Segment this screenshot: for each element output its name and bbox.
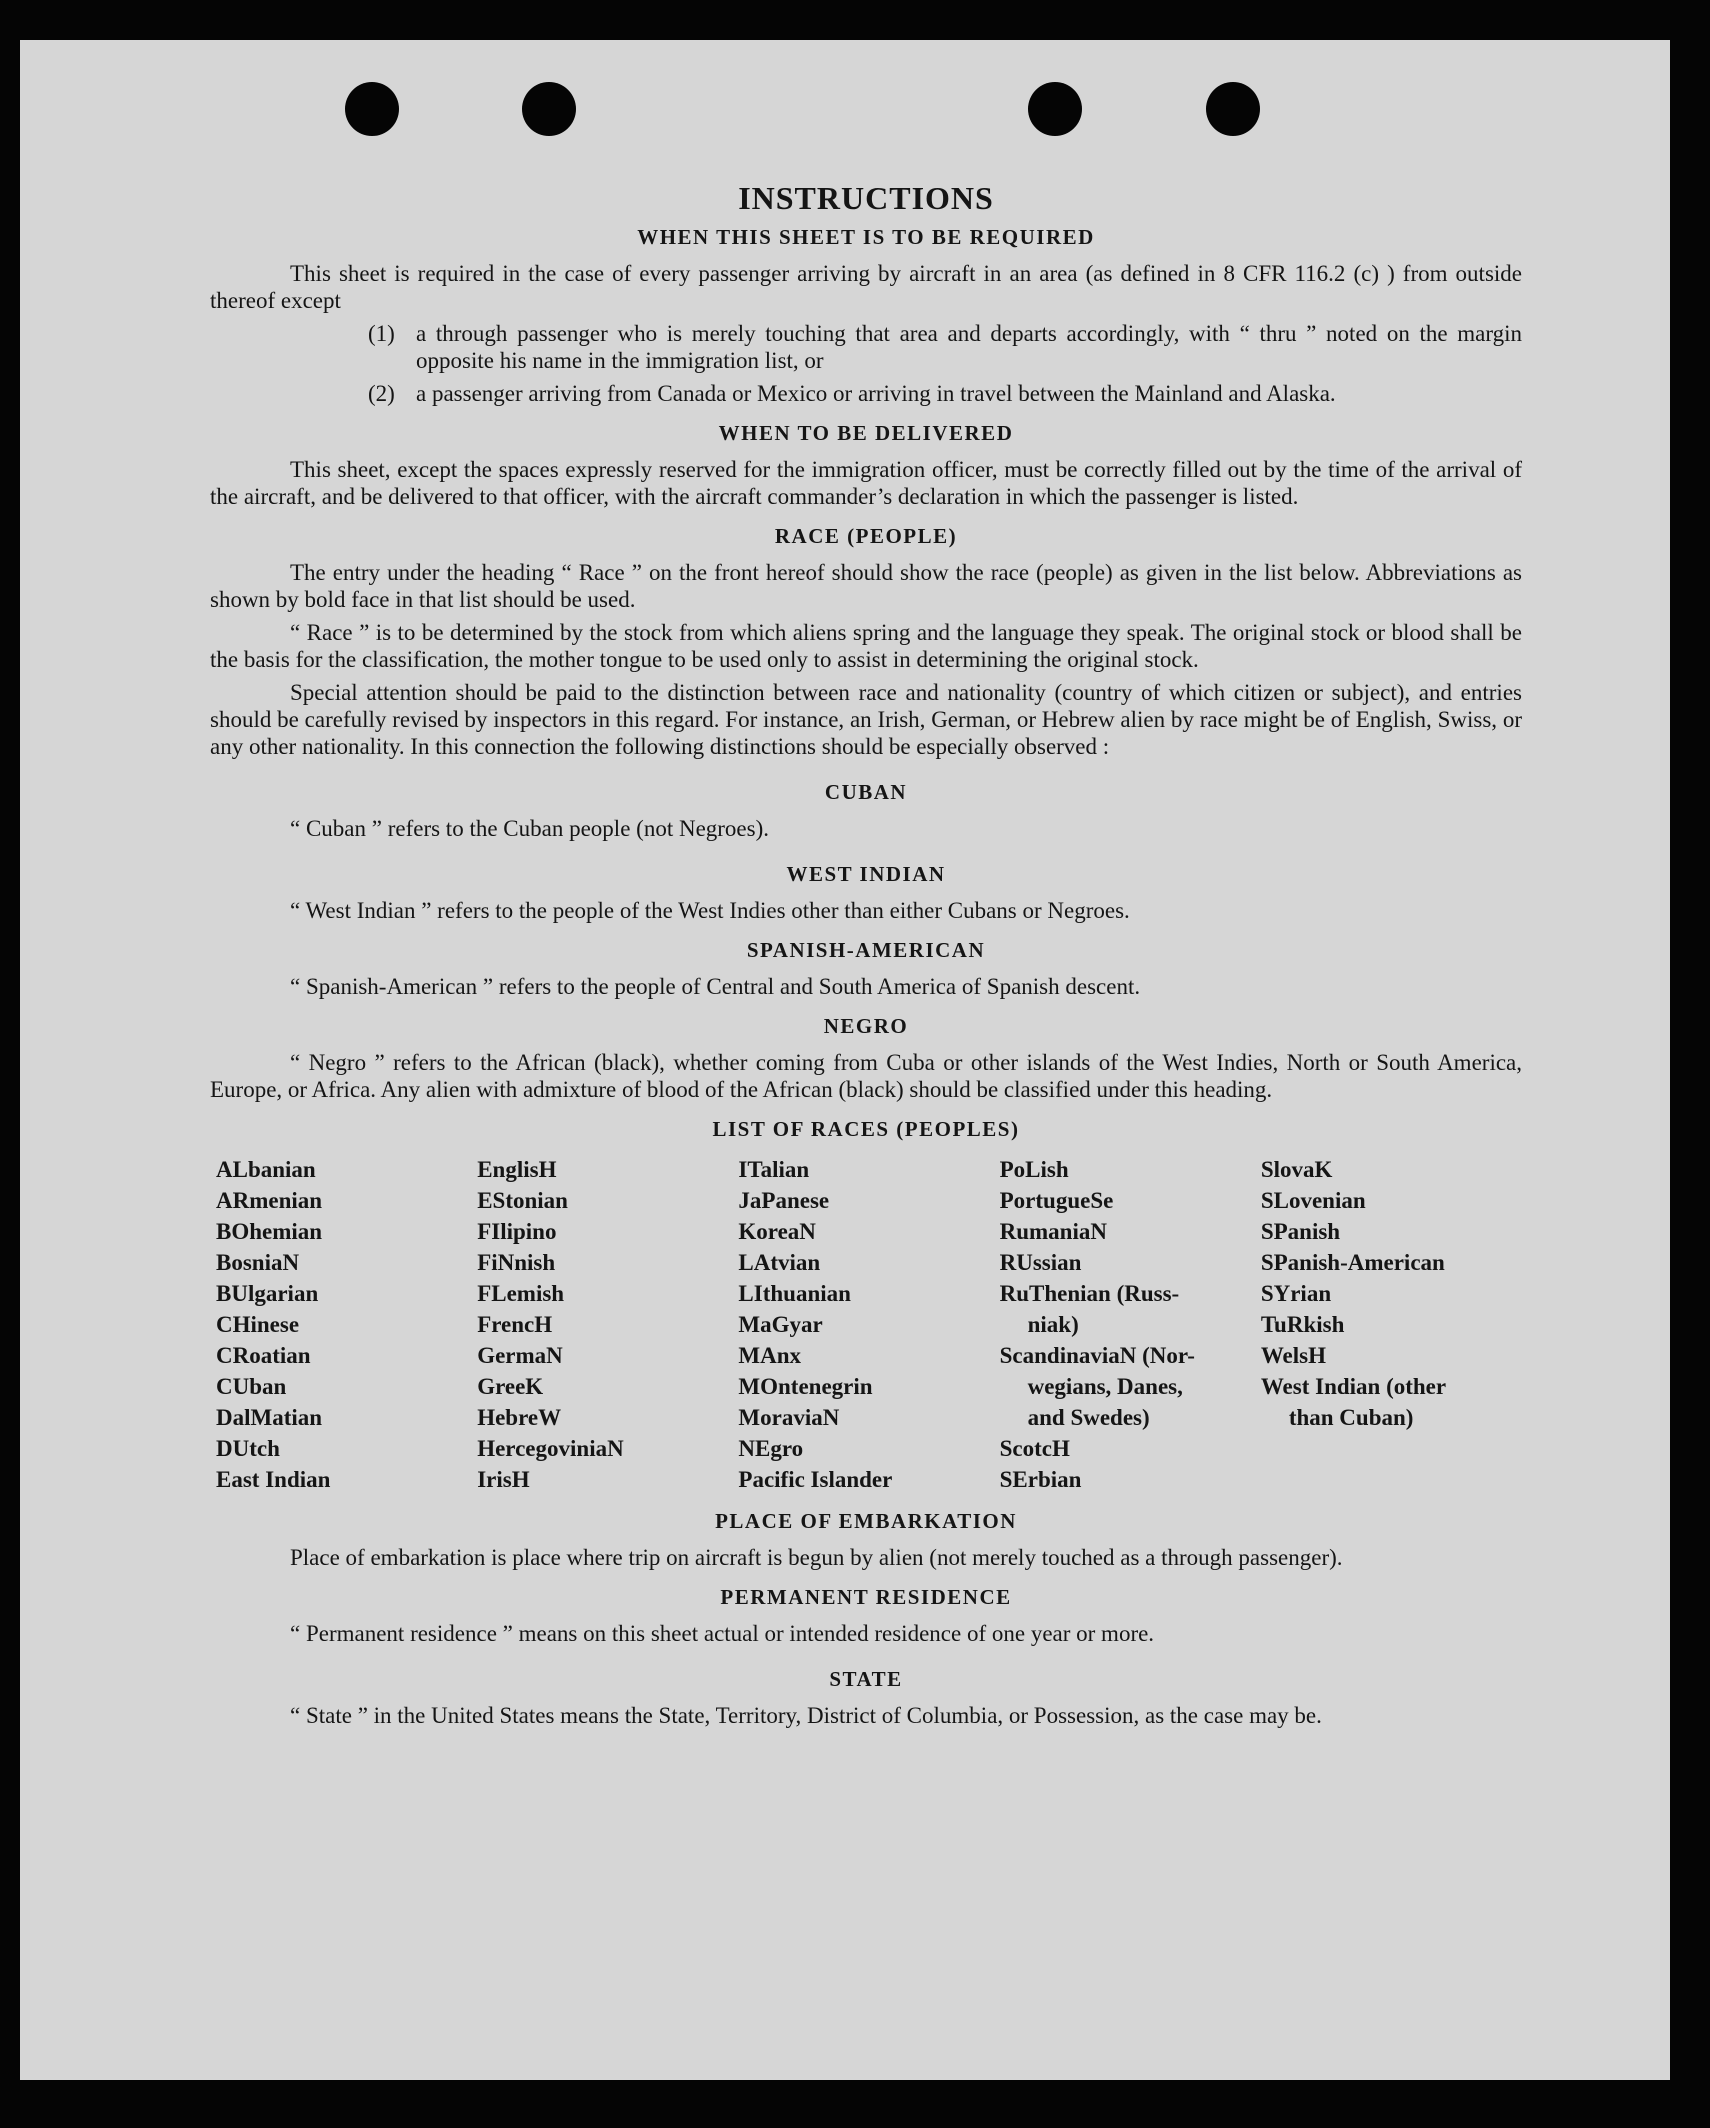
list-item <box>368 380 1522 407</box>
race-item: CRoatian <box>216 1343 311 1368</box>
race-item: West Indian (other <box>1260 1374 1447 1399</box>
negro-text: “ Negro ” refers to the African (black), whether coming from Cuba or other islands of the West Indies, North or South America, Europe, or Africa. Any alien with admixture of blood of the African (black) should be classified under this heading. <box>210 1050 1522 1102</box>
race-item: MAnx <box>738 1343 802 1368</box>
races-list <box>216 1154 1522 1495</box>
race-item: ScandinaviaN (Nor- <box>999 1343 1195 1368</box>
race-paragraph-3: Special attention should be paid to the distinction between race and nationality (country of which citizen or subject), and entries should be carefully revised by inspectors in this regard. For instance, an Irish, German, or Hebrew alien by race might be of English, Swiss, or any other nationality. In this connection the following distinctions should be especially observed : <box>210 680 1522 759</box>
race-item: EnglisH <box>477 1157 557 1182</box>
race-item: Pacific Islander <box>738 1467 893 1492</box>
race-item: ARmenian <box>216 1188 323 1213</box>
race-item: EStonian <box>477 1188 568 1213</box>
cuban-text: “ Cuban ” refers to the Cuban people (not Negroes). <box>290 816 770 841</box>
race-item: BosniaN <box>216 1250 300 1275</box>
page-title: INSTRUCTIONS <box>738 180 994 216</box>
race-item: FrencH <box>477 1312 553 1337</box>
race-item: ALbanian <box>216 1157 316 1182</box>
heading-residence: PERMANENT RESIDENCE <box>720 1585 1012 1609</box>
race-item: MoraviaN <box>738 1405 840 1430</box>
races-column-1 <box>216 1154 477 1495</box>
race-item: HercegoviniaN <box>477 1436 624 1461</box>
race-item: MOntenegrin <box>738 1374 873 1399</box>
race-item: SPanish <box>1260 1219 1341 1244</box>
race-item: GermaN <box>477 1343 563 1368</box>
state-text: “ State ” in the United States means the State, Territory, District of Columbia, or Possession, as the case may be. <box>290 1703 1322 1728</box>
required-intro: This sheet is required in the case of every passenger arriving by aircraft in an area (as defined in 8 CFR 116.2 (c) ) from outside thereof except <box>210 261 1522 313</box>
heading-negro: NEGRO <box>823 1014 909 1038</box>
race-item: TuRkish <box>1260 1312 1345 1337</box>
race-paragraph-2: “ Race ” is to be determined by the stock from which aliens spring and the language they speak. The original stock or blood shall be the basis for the classification, the mother tongue to be used only to assist in determining the original stock. <box>210 620 1522 672</box>
race-item: CUban <box>216 1374 287 1399</box>
item-number: (1) <box>368 321 395 346</box>
heading-required: WHEN THIS SHEET IS TO BE REQUIRED <box>637 225 1095 249</box>
heading-cuban: CUBAN <box>824 780 908 804</box>
race-item: wegians, Danes, <box>1027 1374 1183 1399</box>
race-item: BOhemian <box>216 1219 323 1244</box>
races-column-4 <box>1000 1154 1261 1495</box>
heading-delivered: WHEN TO BE DELIVERED <box>718 421 1014 445</box>
race-item: DalMatian <box>216 1405 323 1430</box>
heading-spanish-american: SPANISH-AMERICAN <box>746 938 986 962</box>
race-paragraph-1: The entry under the heading “ Race ” on the front hereof should show the race (people) as given in the list below. Abbreviations as shown by bold face in that list should be used. <box>210 560 1522 612</box>
race-item: niak) <box>1027 1312 1079 1337</box>
race-item: KoreaN <box>738 1219 816 1244</box>
race-item: SLovenian <box>1260 1188 1366 1213</box>
punch-hole <box>1028 82 1082 136</box>
race-item: East Indian <box>216 1467 331 1492</box>
residence-text: “ Permanent residence ” means on this sheet actual or intended residence of one year or more. <box>290 1621 1155 1646</box>
west-indian-text: “ West Indian ” refers to the people of the West Indies other than either Cubans or Negroes. <box>290 898 1130 923</box>
race-item: IrisH <box>477 1467 530 1492</box>
races-column-2 <box>477 1154 738 1495</box>
heading-state: STATE <box>829 1667 903 1691</box>
race-item: RumaniaN <box>999 1219 1107 1244</box>
race-item: WelsH <box>1260 1343 1326 1368</box>
spanish-american-text: “ Spanish-American ” refers to the people of Central and South America of Spanish descent. <box>290 974 1141 999</box>
race-item: HebreW <box>477 1405 562 1430</box>
race-item: ScotcH <box>999 1436 1070 1461</box>
race-item: than Cuban) <box>1288 1405 1414 1430</box>
race-item: LAtvian <box>738 1250 821 1275</box>
race-item: FiNnish <box>477 1250 556 1275</box>
race-item: SErbian <box>999 1467 1082 1492</box>
races-column-5 <box>1261 1154 1522 1495</box>
race-item: ITalian <box>738 1157 810 1182</box>
race-item: BUlgarian <box>216 1281 319 1306</box>
race-item: PortugueSe <box>999 1188 1114 1213</box>
punch-hole <box>1206 82 1260 136</box>
punch-hole <box>345 82 399 136</box>
item-text: a passenger arriving from Canada or Mexico or arriving in travel between the Mainland and Alaska. <box>416 381 1336 406</box>
race-item: DUtch <box>216 1436 280 1461</box>
race-item: FLemish <box>477 1281 565 1306</box>
heading-list-of-races: LIST OF RACES (PEOPLES) <box>712 1117 1020 1141</box>
item-text: a through passenger who is merely touching that area and departs accordingly, with “ thru ” noted on the margin opposite his name in the immigration list, or <box>416 321 1522 373</box>
item-number: (2) <box>368 381 395 406</box>
list-item <box>368 320 1522 374</box>
race-item: MaGyar <box>738 1312 823 1337</box>
race-item: GreeK <box>477 1374 544 1399</box>
heading-west-indian: WEST INDIAN <box>786 862 946 886</box>
document-page <box>20 40 1670 2080</box>
punch-hole <box>522 82 576 136</box>
race-item: RUssian <box>999 1250 1082 1275</box>
race-item: and Swedes) <box>1027 1405 1150 1430</box>
races-column-3 <box>738 1154 999 1495</box>
race-item: LIthuanian <box>738 1281 851 1306</box>
race-item: SPanish-American <box>1260 1250 1445 1275</box>
race-item: SlovaK <box>1260 1157 1333 1182</box>
race-item: JaPanese <box>738 1188 830 1213</box>
heading-race: RACE (PEOPLE) <box>774 524 958 548</box>
race-item: FIlipino <box>477 1219 557 1244</box>
instructions-content <box>210 180 1522 1729</box>
race-item: NEgro <box>738 1436 804 1461</box>
embarkation-text: Place of embarkation is place where trip on aircraft is begun by alien (not merely touched as a through passenger). <box>290 1545 1343 1570</box>
delivered-text: This sheet, except the spaces expressly reserved for the immigration officer, must be correctly filled out by the time of the arrival of the aircraft, and be delivered to that officer, with the aircraft commander’s declaration in which the passenger is listed. <box>210 457 1522 509</box>
heading-embarkation: PLACE OF EMBARKATION <box>715 1509 1017 1533</box>
race-item: CHinese <box>216 1312 300 1337</box>
race-item: PoLish <box>999 1157 1069 1182</box>
race-item: SYrian <box>1260 1281 1332 1306</box>
race-item: RuThenian (Russ- <box>999 1281 1180 1306</box>
